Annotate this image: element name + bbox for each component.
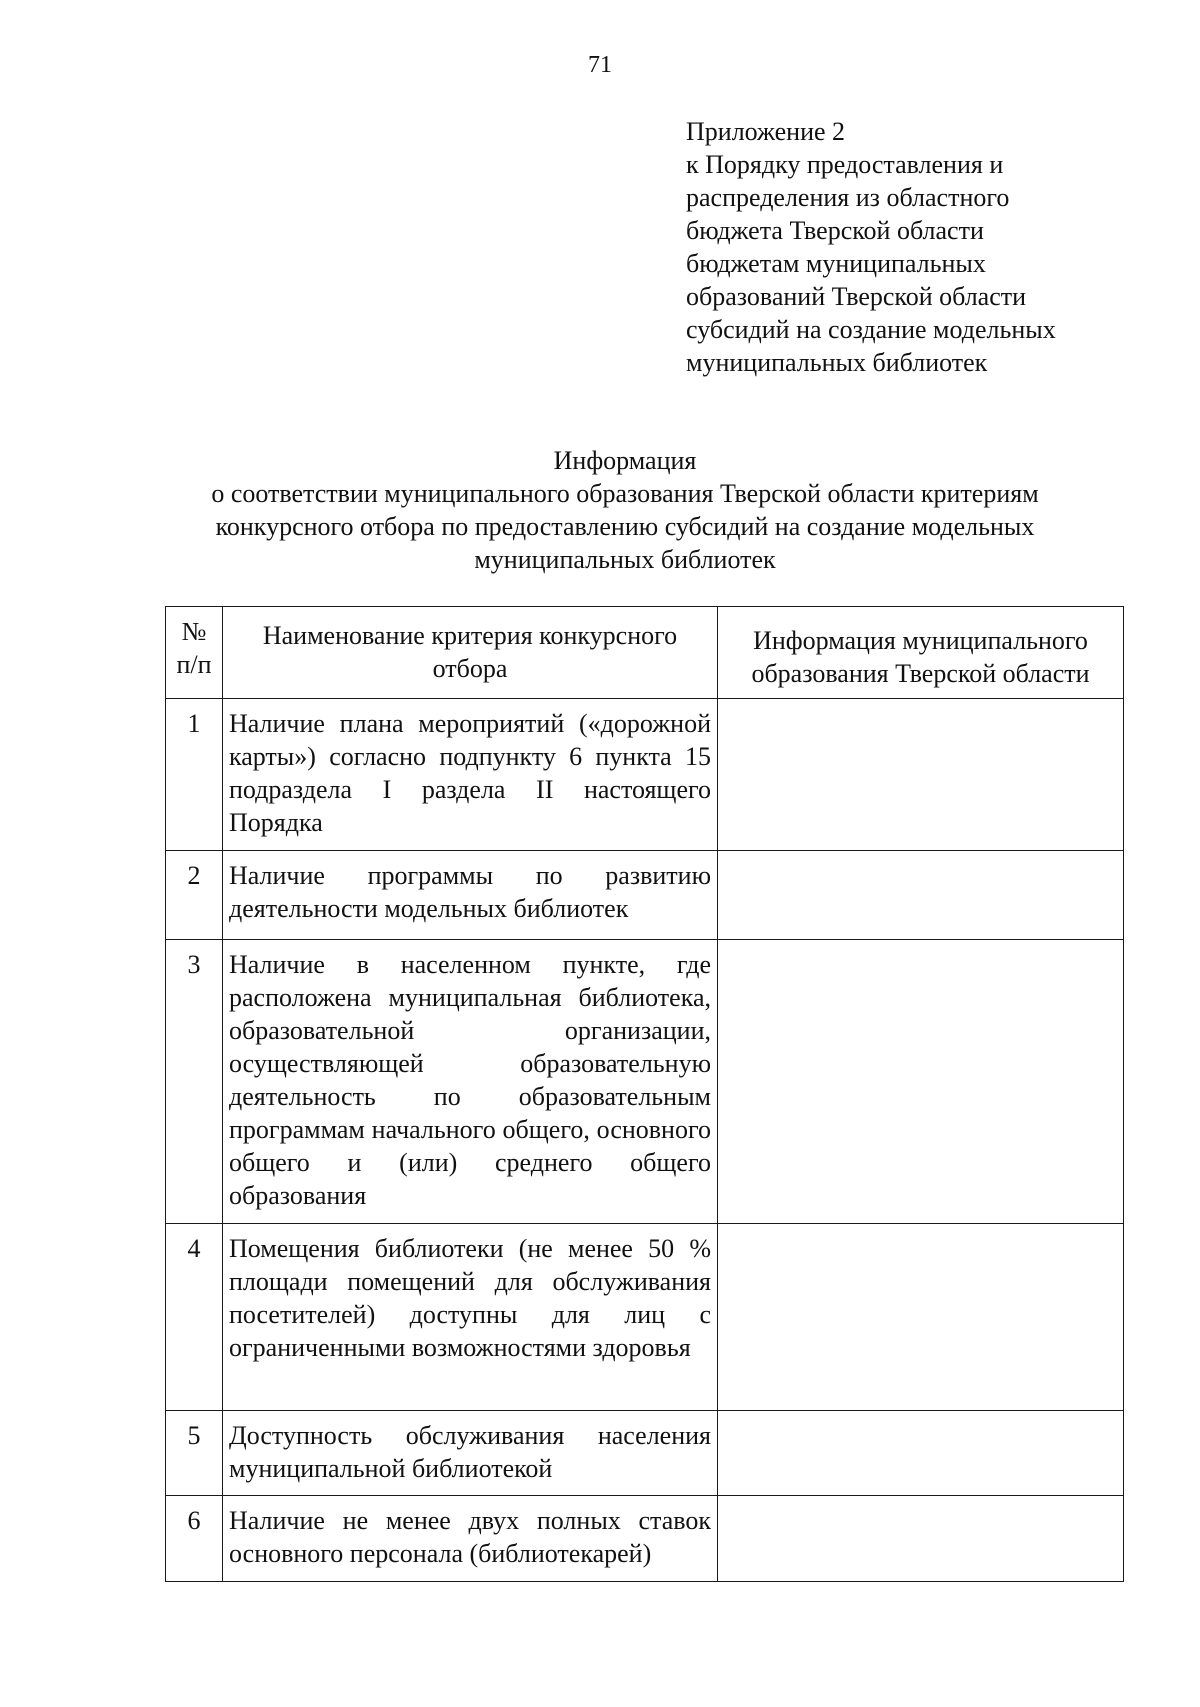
row-number: 2	[166, 851, 223, 940]
row-info	[718, 699, 1124, 851]
row-number: 6	[166, 1496, 223, 1582]
row-criterion: Доступность обслуживания населения муниципальной библиотекой	[223, 1411, 718, 1496]
document-subtitle-line: конкурсного отбора по предоставлению субсидий на создание модельных	[215, 512, 1035, 541]
row-criterion: Наличие программы по развитию деятельности модельных библиотек	[223, 851, 718, 940]
document-subtitle-line: муниципальных библиотек	[474, 545, 776, 574]
appendix-line: Приложение 2	[686, 117, 846, 146]
row-number: 4	[166, 1224, 223, 1411]
table-row	[166, 1411, 1124, 1496]
header-number: № п/п	[166, 607, 223, 699]
appendix-line: субсидий на создание модельных	[686, 315, 1056, 344]
appendix-block	[686, 115, 1156, 379]
document-heading	[150, 444, 1100, 576]
table-row	[166, 1224, 1124, 1411]
page-number: 71	[588, 52, 612, 78]
appendix-line: бюджетам муниципальных	[686, 249, 986, 278]
table-row	[166, 1496, 1124, 1582]
row-number: 5	[166, 1411, 223, 1496]
row-criterion: Наличие не менее двух полных ставок основного персонала (библиотекарей)	[223, 1496, 718, 1582]
appendix-line: к Порядку предоставления и	[686, 150, 1004, 179]
row-number: 3	[166, 940, 223, 1224]
criteria-table	[165, 606, 1124, 1582]
appendix-line: бюджета Тверской области	[686, 216, 984, 245]
header-criterion: Наименование критерия конкурсного отбора	[223, 607, 718, 699]
appendix-line: распределения из областного	[686, 183, 1010, 212]
row-info	[718, 1496, 1124, 1582]
appendix-line: муниципальных библиотек	[686, 348, 988, 377]
table-row	[166, 851, 1124, 940]
row-number: 1	[166, 699, 223, 851]
row-criterion: Наличие плана мероприятий («дорожной карты») согласно подпункту 6 пункта 15 подраздела I раздела II настоящего Порядка	[223, 699, 718, 851]
document-subtitle-line: о соответствии муниципального образования Тверской области критериям	[211, 479, 1039, 508]
appendix-line: образований Тверской области	[686, 282, 1027, 311]
row-info	[718, 1224, 1124, 1411]
table-row	[166, 940, 1124, 1224]
row-info	[718, 940, 1124, 1224]
row-criterion: Помещения библиотеки (не менее 50 % площади помещений для обслуживания посетителей) доступны для лиц с ограниченными возможностями здоровья	[223, 1224, 718, 1411]
row-info	[718, 1411, 1124, 1496]
row-criterion: Наличие в населенном пункте, где расположена муниципальная библиотека, образовательной организации, осуществляющей образовательную деятельность по образовательным программам начального общего, основного общего и (или) среднего общего образования	[223, 940, 718, 1224]
header-info: Информация муниципального образования Тверской области	[718, 607, 1124, 699]
document-title: Информация	[553, 446, 697, 475]
table-row	[166, 699, 1124, 851]
row-info	[718, 851, 1124, 940]
table-header-row	[166, 607, 1124, 699]
